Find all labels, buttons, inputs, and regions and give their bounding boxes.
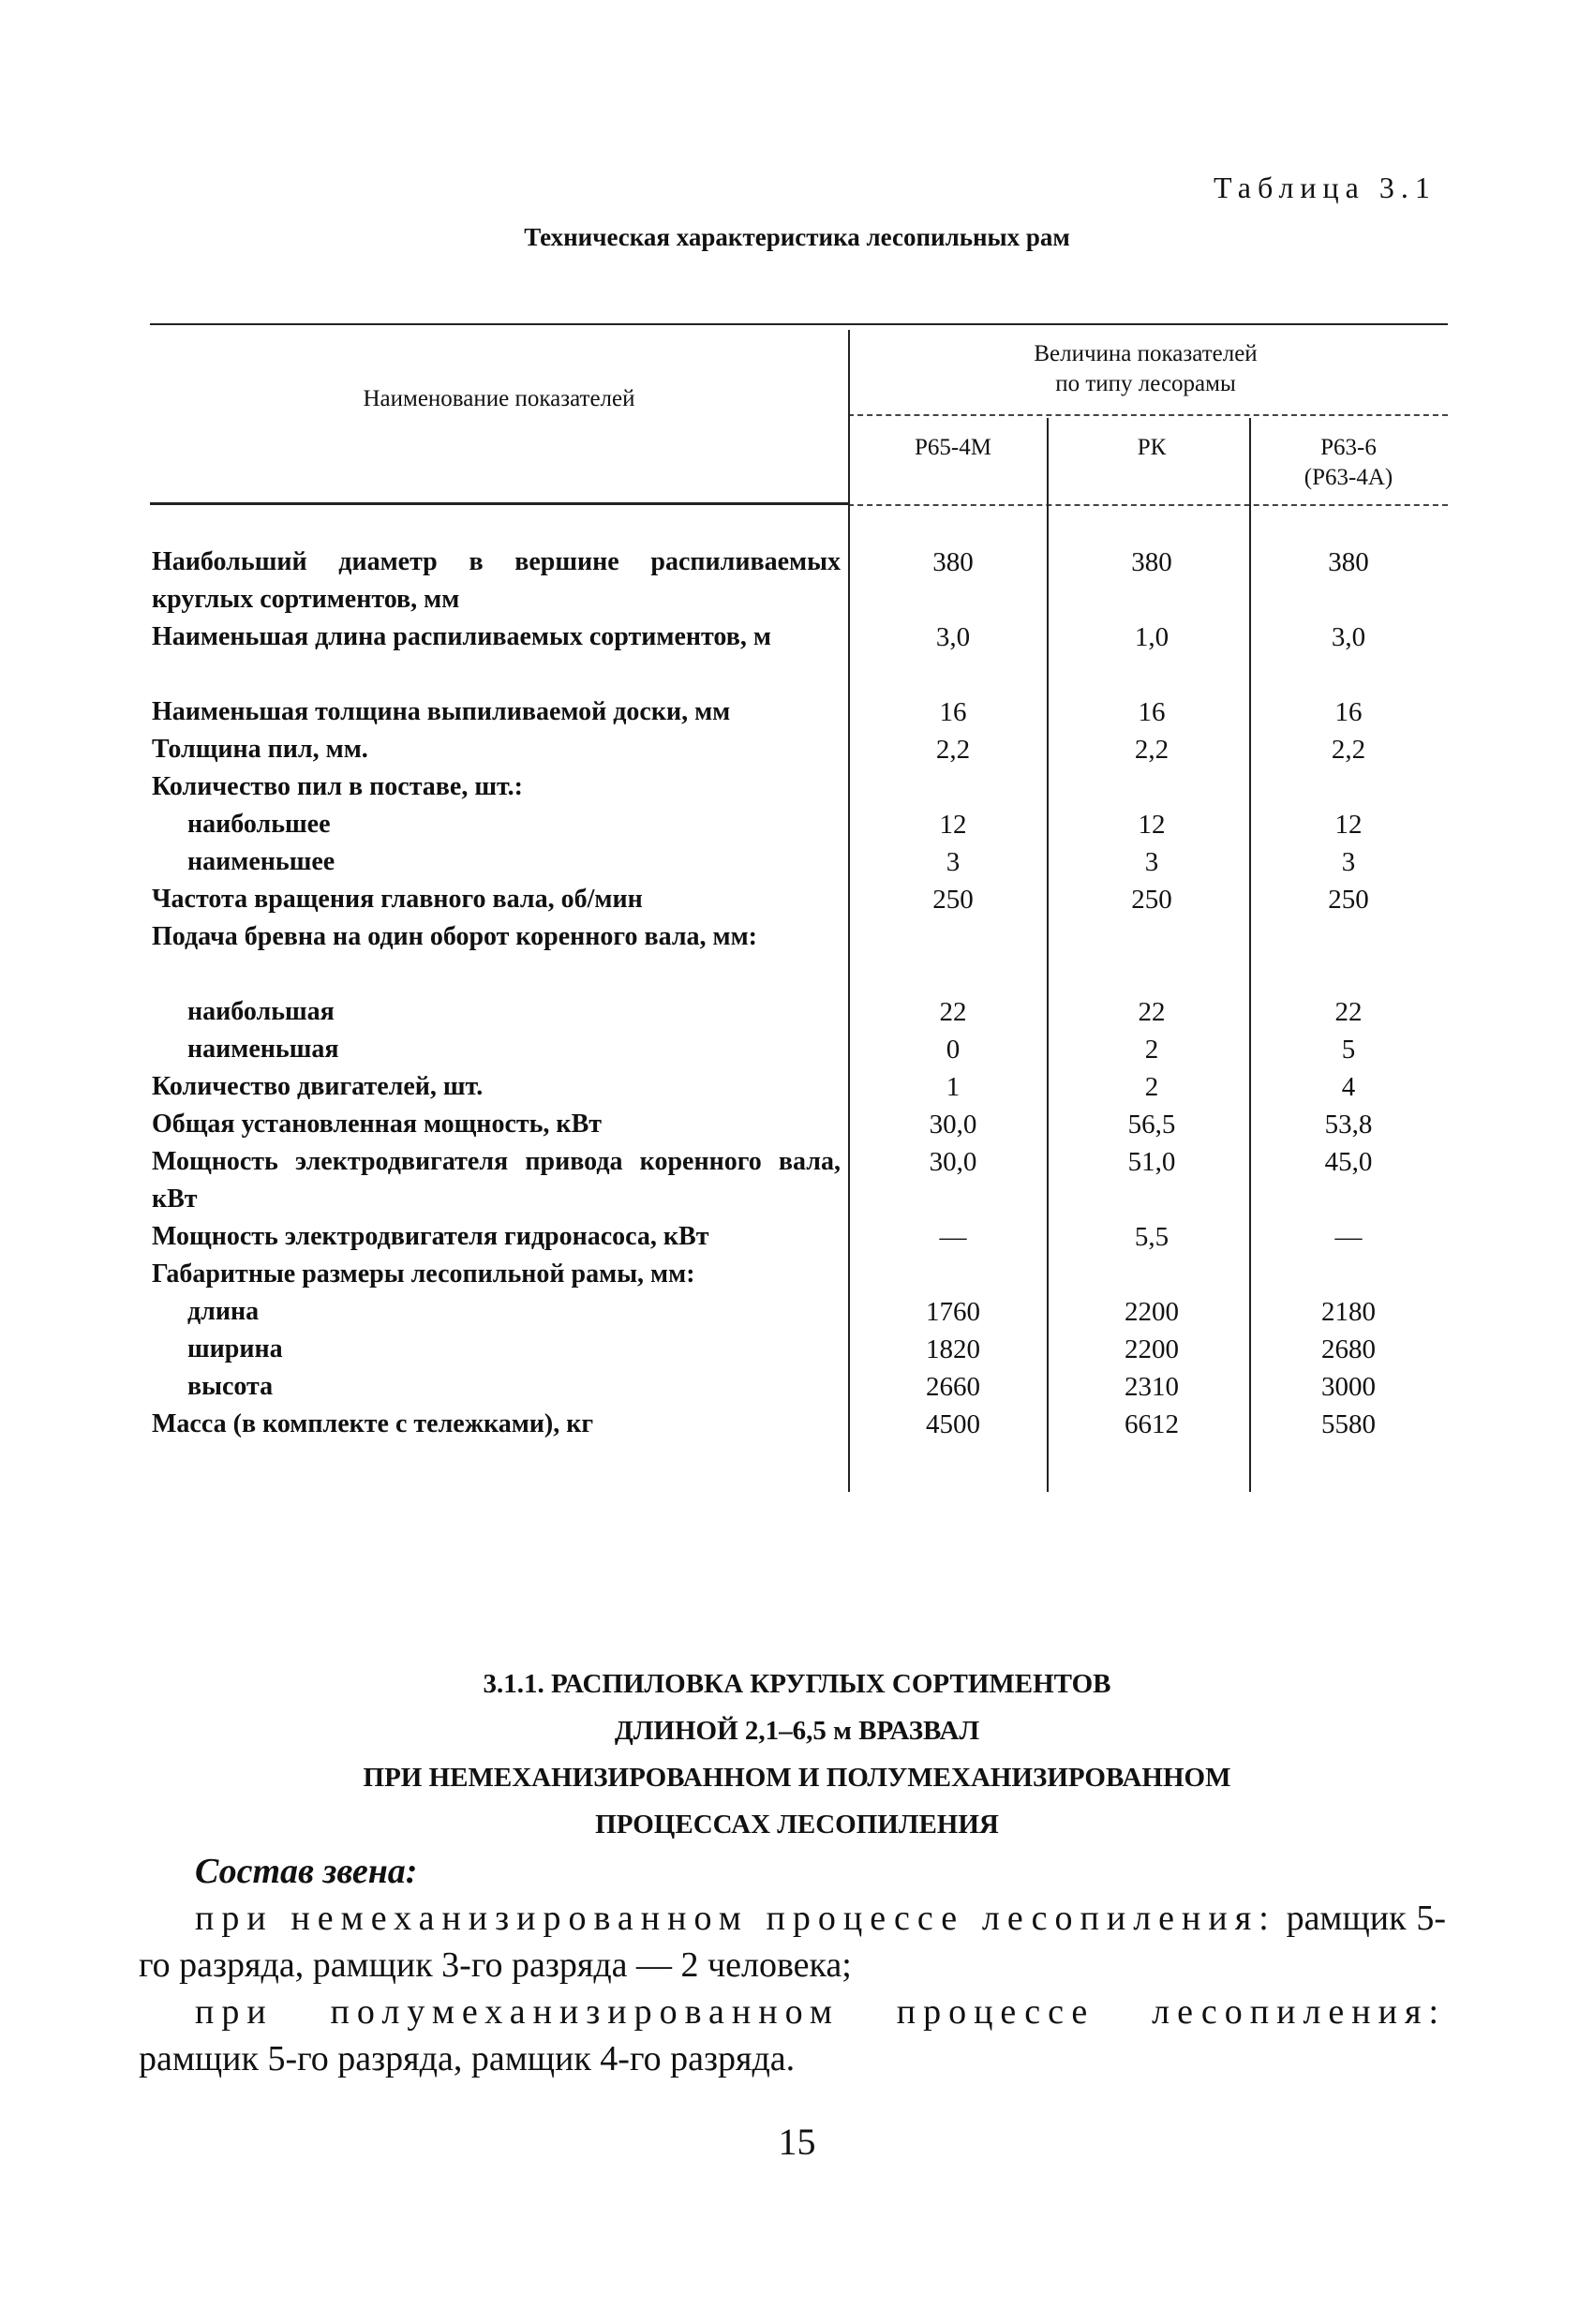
row-value-col3: 16 <box>1334 697 1363 727</box>
row-value-col1: — <box>939 1222 967 1252</box>
column-divider-1 <box>848 330 850 1492</box>
row-value-col2: 2 <box>1144 1035 1159 1065</box>
row-value-col1: 4500 <box>926 1409 980 1439</box>
row-value-col1: 380 <box>932 547 974 577</box>
row-value-col3: 12 <box>1334 810 1363 840</box>
column-divider-3 <box>1249 418 1251 1492</box>
row-value-col1: 16 <box>939 697 967 727</box>
header-group <box>853 339 1438 399</box>
row-label: Наименьшая толщина выпиливаемой доски, мм <box>152 697 731 726</box>
row-label: ширина <box>187 1334 283 1363</box>
row-value-col2: 22 <box>1138 997 1166 1027</box>
row-value-col1: 3,0 <box>935 622 971 652</box>
row-value-col1: 1 <box>946 1072 961 1102</box>
row-value-col2: 1,0 <box>1134 622 1169 652</box>
section-heading-line2: ДЛИНОЙ 2,1–6,5 м ВРАЗВАЛ <box>614 1716 980 1746</box>
row-label: Габаритные размеры лесопильной рамы, мм: <box>152 1259 695 1289</box>
row-value-col3: 4 <box>1341 1072 1356 1102</box>
header-col-3-line1: Р63-6 <box>1320 435 1377 460</box>
row-value-col3: 250 <box>1328 885 1369 915</box>
row-value-col1: 2660 <box>926 1372 980 1402</box>
row-value-col3: 5 <box>1341 1035 1356 1065</box>
row-value-col3: 53,8 <box>1324 1110 1373 1140</box>
row-value-col2: 2200 <box>1125 1297 1179 1327</box>
composition-block <box>139 1848 1446 2082</box>
row-value-col2: 3 <box>1144 847 1159 877</box>
row-value-col2: 2 <box>1144 1072 1159 1102</box>
row-value-col1: 30,0 <box>929 1147 977 1177</box>
row-value-col1: 1760 <box>926 1297 980 1327</box>
row-value-col3: 2680 <box>1321 1334 1376 1364</box>
composition-p2-workers: рамщик 5-го разряда, рамщик 4-го разряда. <box>139 2039 796 2078</box>
row-value-col2: 380 <box>1131 547 1172 577</box>
row-value-col3: 3000 <box>1321 1372 1376 1402</box>
column-divider-2 <box>1047 418 1049 1492</box>
row-value-col2: 56,5 <box>1127 1110 1176 1140</box>
row-value-col2: 12 <box>1138 810 1166 840</box>
row-label: Наибольший диаметр в вершине распиливаемых круглых сортиментов, мм <box>152 547 841 614</box>
row-label: Масса (в комплекте с тележками), кг <box>152 1409 594 1438</box>
row-value-col2: 51,0 <box>1127 1147 1176 1177</box>
composition-title: Состав звена: <box>195 1852 418 1891</box>
row-value-col1: 1820 <box>926 1334 980 1364</box>
row-value-col3: 5580 <box>1321 1409 1376 1439</box>
section-heading <box>0 1661 1594 1848</box>
row-label: Количество двигателей, шт. <box>152 1072 484 1101</box>
table-title: Техническая характеристика лесопильных рам <box>524 223 1070 251</box>
row-label: Наименьшая длина распиливаемых сортиментов, м <box>152 622 771 651</box>
row-value-col2: 2310 <box>1125 1372 1179 1402</box>
row-value-col3: 45,0 <box>1324 1147 1373 1177</box>
page-number: 15 <box>778 2121 816 2163</box>
row-value-col3: 22 <box>1334 997 1363 1027</box>
row-label: наибольшая <box>187 997 335 1026</box>
row-value-col2: 16 <box>1138 697 1166 727</box>
composition-paragraph-1 <box>139 1895 1446 1989</box>
row-value-col3: — <box>1334 1222 1363 1252</box>
section-heading-line4: ПРОЦЕССАХ ЛЕСОПИЛЕНИЯ <box>595 1810 999 1840</box>
header-group-line2: по типу лесорамы <box>1055 371 1236 396</box>
header-bottom-dash <box>848 504 1448 506</box>
row-label: высота <box>187 1372 274 1401</box>
row-value-col3: 2180 <box>1321 1297 1376 1327</box>
row-label: Мощность электродвигателя привода коренного вала, кВт <box>152 1147 841 1214</box>
group-header-rule <box>848 414 1448 416</box>
header-col-3-line2: (Р63-4А) <box>1304 465 1393 490</box>
section-heading-line3: ПРИ НЕМЕХАНИЗИРОВАННОМ И ПОЛУМЕХАНИЗИРОВАННОМ <box>363 1763 1231 1793</box>
composition-p1-workers: рамщик 5-го разряда, рамщик 3-го разряда — 2 человека; <box>139 1899 1446 1985</box>
header-col-3 <box>1255 433 1442 493</box>
header-group-line1: Величина показателей <box>1034 341 1258 366</box>
row-value-col1: 22 <box>939 997 967 1027</box>
row-value-col1: 3 <box>946 847 961 877</box>
row-label: Подача бревна на один оборот коренного вала, мм: <box>152 922 757 951</box>
composition-p1-process: при немеханизированном процессе лесопиления: <box>195 1899 1276 1938</box>
row-label: длина <box>187 1297 260 1326</box>
row-value-col3: 3,0 <box>1331 622 1366 652</box>
row-value-col1: 30,0 <box>929 1110 977 1140</box>
row-label: наименьшая <box>187 1035 339 1064</box>
row-value-col2: 250 <box>1131 885 1172 915</box>
row-value-col2: 5,5 <box>1134 1222 1169 1252</box>
table-number: Таблица 3.1 <box>1214 171 1437 204</box>
section-heading-line1: 3.1.1. РАСПИЛОВКА КРУГЛЫХ СОРТИМЕНТОВ <box>483 1669 1111 1699</box>
row-value-col2: 6612 <box>1125 1409 1179 1439</box>
row-label: Общая установленная мощность, кВт <box>152 1110 602 1139</box>
header-bottom-rule <box>150 502 848 505</box>
header-name-column: Наименование показателей <box>363 386 635 411</box>
row-value-col1: 2,2 <box>935 735 971 765</box>
header-col-2: РК <box>1137 435 1167 460</box>
row-label: Толщина пил, мм. <box>152 735 368 764</box>
row-value-col2: 2,2 <box>1134 735 1169 765</box>
row-label: Мощность электродвигателя гидронасоса, кВт <box>152 1222 709 1251</box>
row-value-col3: 380 <box>1328 547 1369 577</box>
row-label: наименьшее <box>187 847 335 876</box>
row-value-col1: 0 <box>946 1035 961 1065</box>
row-value-col2: 2200 <box>1125 1334 1179 1364</box>
row-value-col1: 12 <box>939 810 967 840</box>
row-label: Количество пил в поставе, шт.: <box>152 772 523 801</box>
row-value-col1: 250 <box>932 885 974 915</box>
row-value-col3: 3 <box>1341 847 1356 877</box>
row-label: наибольшее <box>187 810 331 839</box>
row-value-col3: 2,2 <box>1331 735 1366 765</box>
table-top-rule <box>150 323 1448 325</box>
header-col-1: Р65-4М <box>915 435 991 460</box>
row-label: Частота вращения главного вала, об/мин <box>152 885 643 914</box>
composition-p2-process: при полумеханизированном процессе лесопиления: <box>195 1992 1446 2032</box>
composition-paragraph-2 <box>139 1989 1446 2082</box>
